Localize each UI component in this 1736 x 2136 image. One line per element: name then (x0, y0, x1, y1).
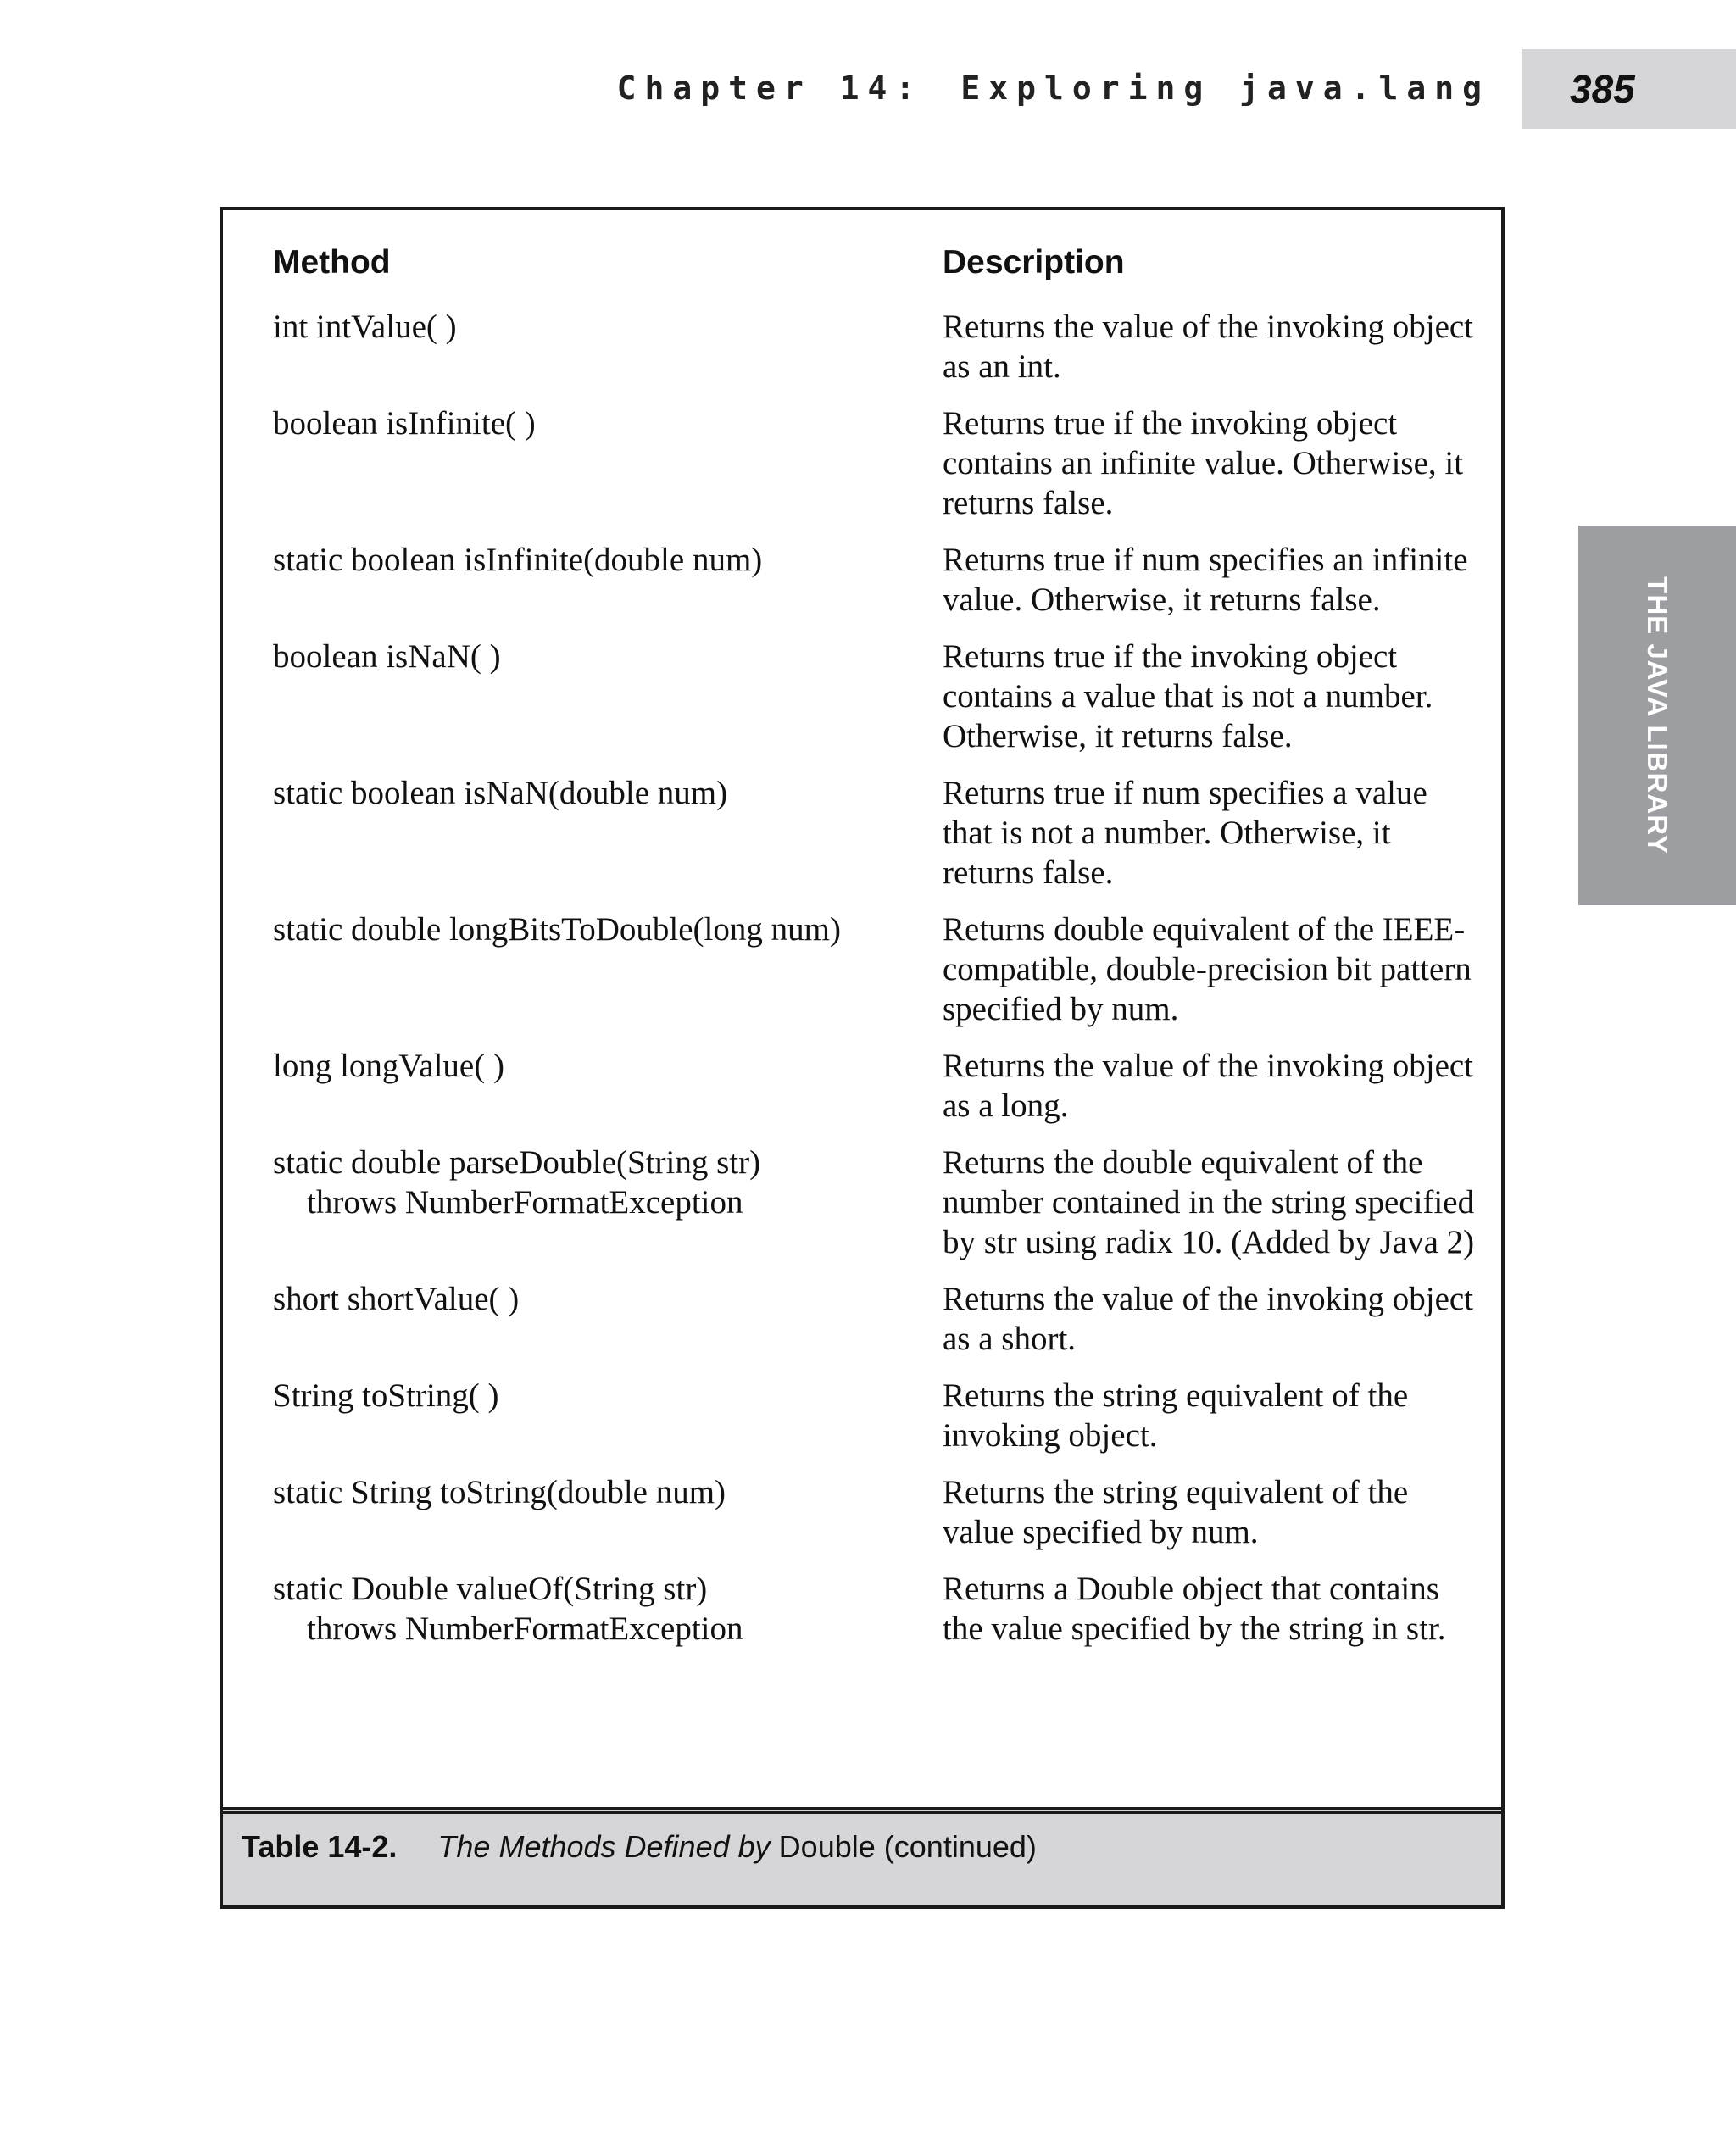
method-cell: static double longBitsToDouble(long num) (273, 911, 841, 948)
method-cell: static String toString(double num) (273, 1474, 726, 1510)
table-header (223, 244, 1501, 281)
method-cell: int intValue( ) (273, 309, 457, 345)
table-row (223, 773, 1501, 893)
method-cell: String toString( ) (273, 1377, 499, 1414)
methods-table (220, 207, 1505, 1909)
description-cell: Returns the value of the invoking object as an int. (943, 309, 1474, 385)
description-cell: Returns true if the invoking object contains a value that is not a number. Otherwise, it returns false. (943, 638, 1433, 754)
method-throws: throws NumberFormatException (307, 1184, 743, 1221)
method-cell (273, 1143, 943, 1262)
description-cell: Returns true if num specifies a value that is not a number. Otherwise, it returns false. (943, 775, 1427, 891)
header-description: Description (943, 244, 1125, 281)
caption-suffix: (continued) (883, 1829, 1037, 1864)
method-cell: boolean isNaN( ) (273, 638, 501, 675)
method-cell: static boolean isNaN(double num) (273, 775, 728, 811)
method-signature: static double parseDouble(String str) (273, 1144, 761, 1181)
table-row (223, 1279, 1501, 1359)
side-tab-label: THE JAVA LIBRARY (1642, 576, 1673, 854)
table-row (223, 637, 1501, 756)
method-cell: long longValue( ) (273, 1048, 504, 1084)
table-row (223, 1472, 1501, 1552)
page-number-box (1522, 49, 1736, 129)
description-cell: Returns true if num specifies an infinite value. Otherwise, it returns false. (943, 542, 1468, 618)
method-throws: throws NumberFormatException (307, 1610, 743, 1647)
method-signature: static Double valueOf(String str) (273, 1571, 708, 1607)
method-cell: boolean isInfinite( ) (273, 405, 536, 442)
caption-class-name: Double (778, 1829, 876, 1864)
section-side-tab (1578, 526, 1736, 905)
method-cell: short shortValue( ) (273, 1281, 520, 1317)
description-cell: Returns the double equivalent of the number contained in the string specified by str using radix 10. (Added by Java 2) (943, 1144, 1475, 1260)
description-cell: Returns true if the invoking object contains an infinite value. Otherwise, it returns false. (943, 405, 1464, 521)
page-number: 385 (1570, 67, 1635, 111)
description-cell: Returns the string equivalent of the invoking object. (943, 1377, 1409, 1454)
chapter-title: Exploring java.lang (960, 70, 1490, 107)
table-row (223, 1569, 1501, 1649)
caption-label: Table 14-2. (242, 1829, 398, 1864)
table-row (223, 1376, 1501, 1455)
method-cell: static boolean isInfinite(double num) (273, 542, 763, 578)
table-row (223, 307, 1501, 387)
header-method: Method (273, 244, 391, 281)
table-caption-bar (223, 1807, 1501, 1905)
caption-italic: The Methods Defined by (437, 1829, 771, 1864)
description-cell: Returns a Double object that contains the value specified by the string in str. (943, 1571, 1446, 1647)
running-head (617, 70, 1490, 107)
table-caption (242, 1829, 1037, 1865)
table-body (223, 244, 1501, 1666)
description-cell: Returns the string equivalent of the value specified by num. (943, 1474, 1409, 1550)
description-cell: Returns the value of the invoking object as a short. (943, 1281, 1474, 1357)
table-row (223, 909, 1501, 1029)
table-row (223, 540, 1501, 620)
description-cell: Returns the value of the invoking object as a long. (943, 1048, 1474, 1124)
table-row (223, 1046, 1501, 1126)
table-row (223, 1143, 1501, 1262)
table-row (223, 403, 1501, 523)
method-cell (273, 1569, 943, 1649)
chapter-label: Chapter 14: (616, 70, 924, 107)
description-cell: Returns double equivalent of the IEEE-compatible, double-precision bit pattern specified by num. (943, 911, 1472, 1027)
